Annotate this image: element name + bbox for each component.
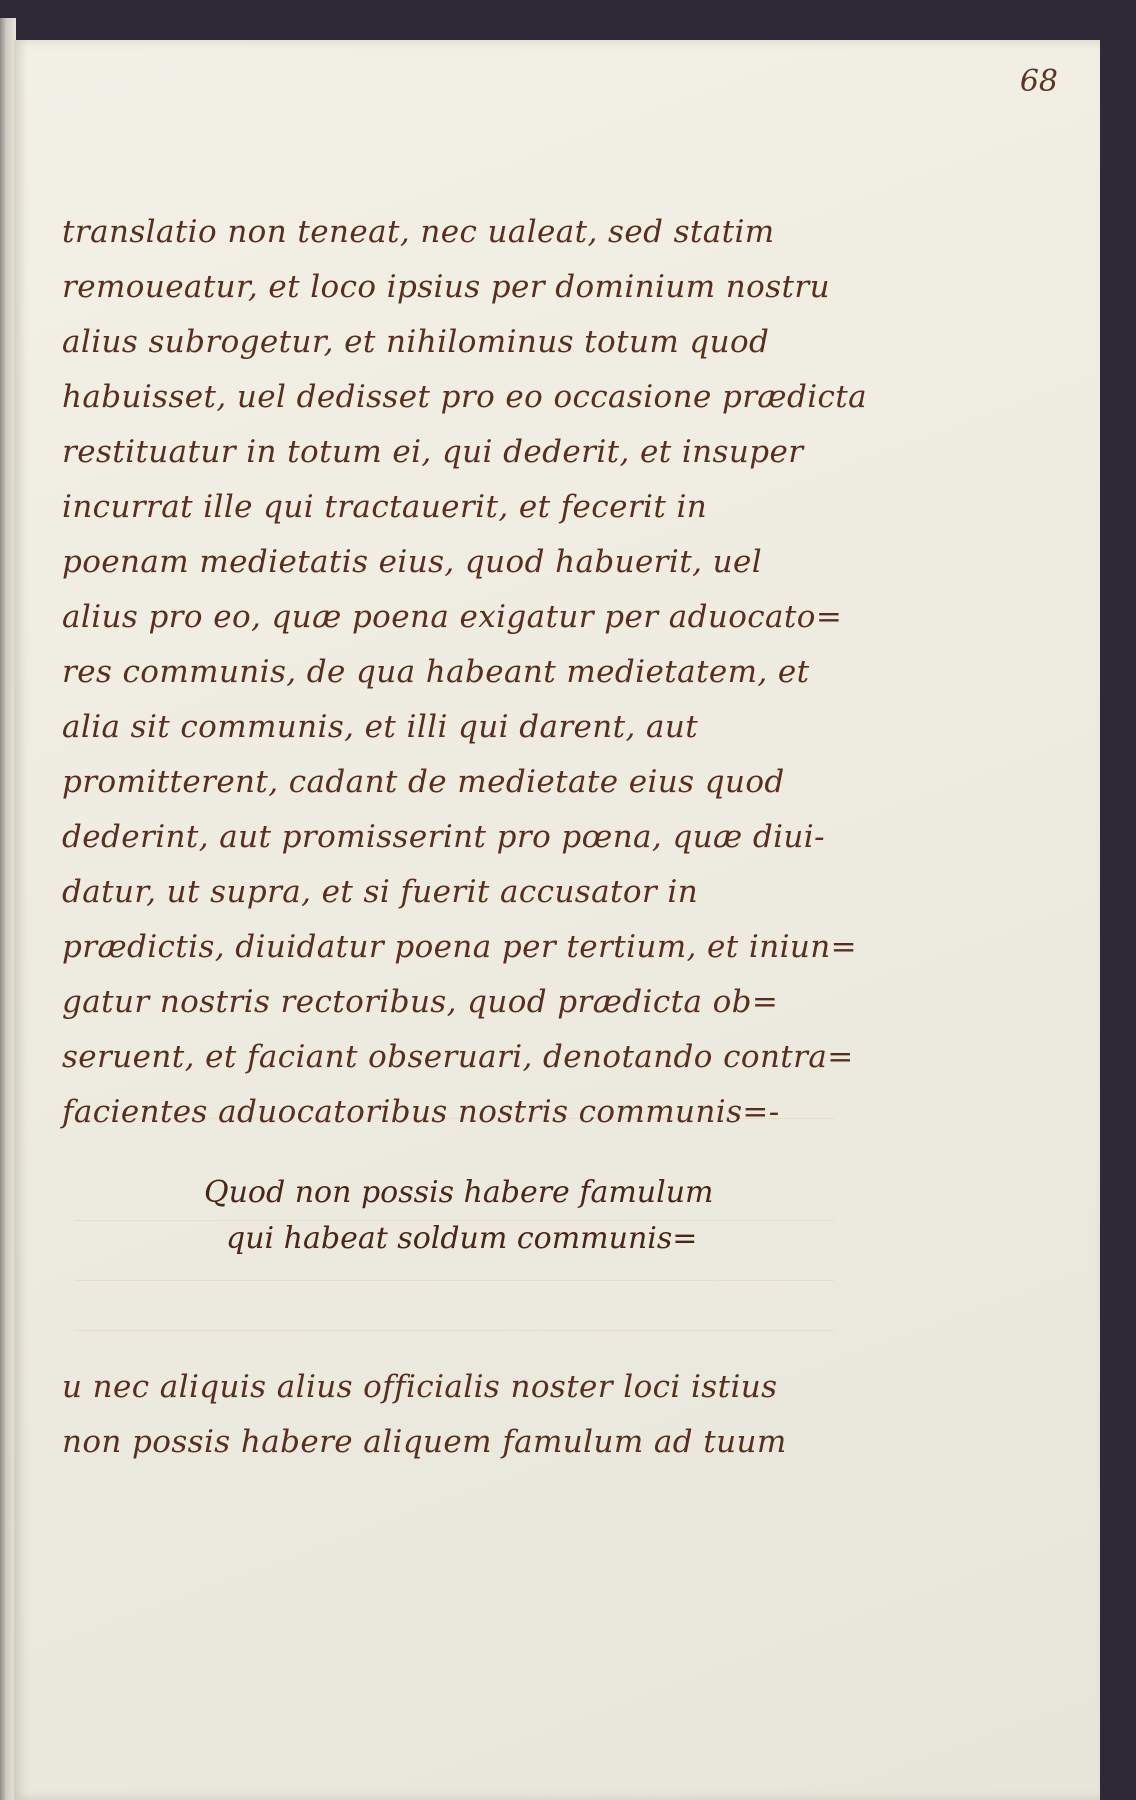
text-line: dederint, aut promisserint pro pœna, quæ diui- [62,819,825,855]
text-line: promitterent, cadant de medietate eius quod [62,764,785,800]
text-line: alia sit communis, et illi qui darent, aut [62,709,699,745]
manuscript-page [14,40,1100,1800]
text-line: incurrat ille qui tractauerit, et fecerit in [62,489,708,525]
text-line: non possis habere aliquem famulum ad tuum [62,1424,787,1460]
text-line: res communis, de qua habeant medietatem, et [62,654,810,690]
continuation-text-block [62,1360,852,1470]
folio-number: 68 [1019,64,1058,99]
ruling-line [74,1330,834,1331]
section-heading [204,1170,804,1262]
heading-line: Quod non possis habere famulum [204,1175,714,1210]
ruling-line [74,1280,834,1281]
text-line: u nec aliquis alius officialis noster loci istius [62,1369,778,1405]
text-line: seruent, et faciant obseruari, denotando contra= [62,1039,854,1075]
text-line: datur, ut supra, et si fuerit accusator in [62,874,699,910]
text-line: facientes aduocatoribus nostris communis=- [62,1094,780,1130]
main-text-block [62,205,868,1140]
text-line: alius subrogetur, et nihilominus totum quod [62,324,770,360]
text-line: gatur nostris rectoribus, quod prædicta ob= [62,984,779,1020]
text-line: translatio non teneat, nec ualeat, sed statim [62,214,775,250]
text-line: poenam medietatis eius, quod habuerit, uel [62,544,763,580]
text-line: habuisset, uel dedisset pro eo occasione prædicta [62,379,868,415]
text-line: alius pro eo, quæ poena exigatur per aduocato= [62,599,843,635]
text-line: remoueatur, et loco ipsius per dominium nostru [62,269,830,305]
heading-line: qui habeat soldum communis= [226,1221,698,1256]
text-line: prædictis, diuidatur poena per tertium, et iniun= [62,929,858,965]
text-line: restituatur in totum ei, qui dederit, et insuper [62,434,804,470]
